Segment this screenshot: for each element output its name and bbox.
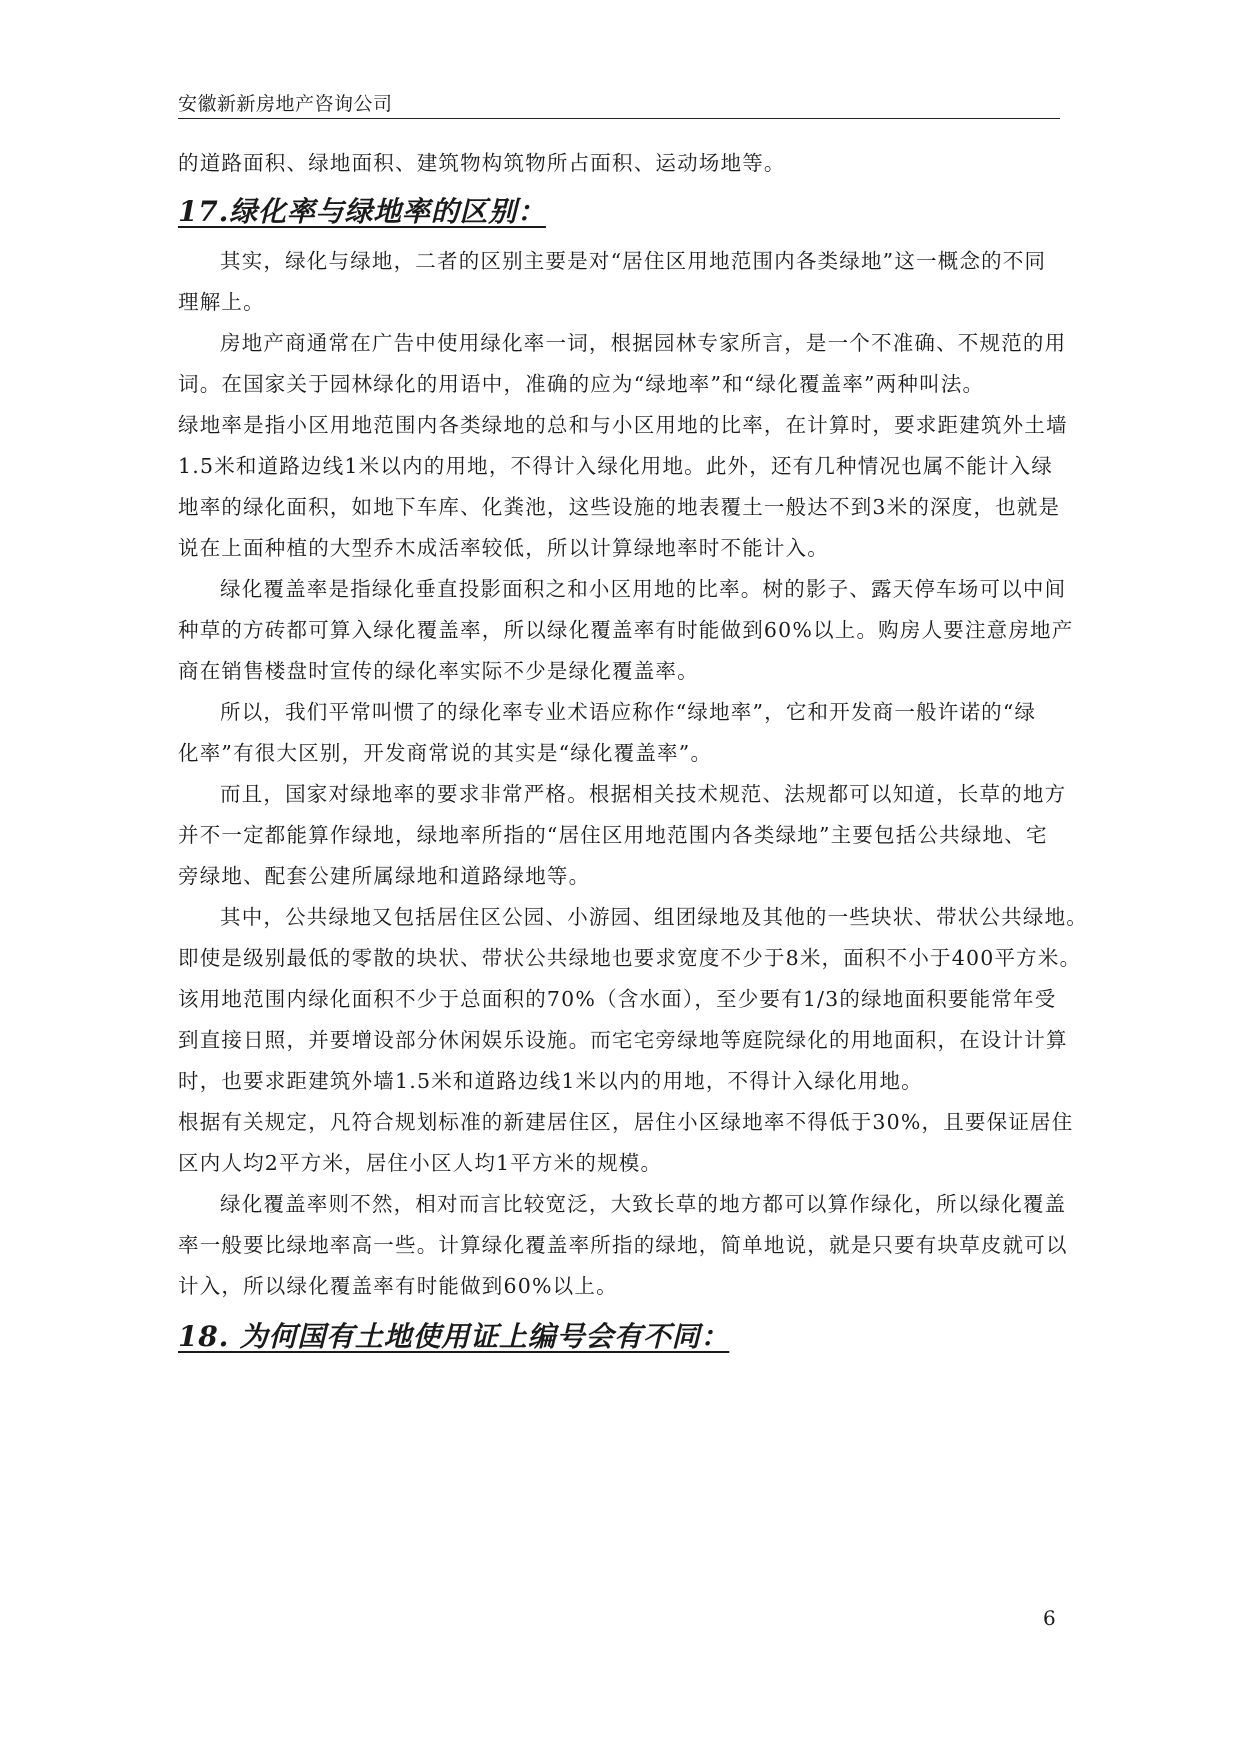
text-line: 根据有关规定，凡符合规划标准的新建居住区，居住小区绿地率不得低于30%，且要保证居住 bbox=[178, 1110, 1074, 1134]
text-line: 词。在国家关于园林绿化的用语中，准确的应为“绿地率”和“绿化覆盖率”两种叫法。 bbox=[178, 372, 985, 396]
text-line: 该用地范围内绿化面积不少于总面积的70%（含水面），至少要有1/3的绿地面积要能常年受 bbox=[178, 987, 1057, 1011]
text-line: 绿化覆盖率是指绿化垂直投影面积之和小区用地的比率。树的影子、露天停车场可以中间 bbox=[220, 577, 1067, 601]
text-line: 其实，绿化与绿地，二者的区别主要是对“居住区用地范围内各类绿地”这一概念的不同 bbox=[220, 249, 1047, 273]
text-line: 旁绿地、配套公建所属绿地和道路绿地等。 bbox=[178, 864, 591, 888]
section-17-heading bbox=[178, 192, 1078, 232]
body-paragraph bbox=[178, 569, 1078, 692]
text-line: 而且，国家对绿地率的要求非常严格。根据相关技术规范、法规都可以知道，长草的地方 bbox=[220, 782, 1067, 806]
intro-paragraph bbox=[178, 143, 1078, 184]
text-line: 商在销售楼盘时宣传的绿化率实际不少是绿化覆盖率。 bbox=[178, 659, 699, 683]
text-line: 时，也要求距建筑外墙1.5米和道路边线1米以内的用地，不得计入绿化用地。 bbox=[178, 1069, 923, 1093]
text-line: 地率的绿化面积，如地下车库、化粪池，这些设施的地表覆土一般达不到3米的深度，也就是 bbox=[178, 495, 1061, 519]
header-company-name: 安徽新新房地产咨询公司 bbox=[178, 93, 393, 115]
text-line: 到直接日照，并要增设部分休闲娱乐设施。而宅宅旁绿地等庭院绿化的用地面积，在设计计算 bbox=[178, 1028, 1068, 1052]
body-paragraph bbox=[178, 897, 1088, 1102]
text-line: 并不一定都能算作绿地，绿地率所指的“居住区用地范围内各类绿地”主要包括公共绿地、宅 bbox=[178, 823, 1048, 847]
text-line: 化率”有很大区别，开发商常说的其实是“绿化覆盖率”。 bbox=[178, 741, 713, 765]
text-line: 所以，我们平常叫惯了的绿化率专业术语应称作“绿地率”，它和开发商一般许诺的“绿 bbox=[220, 700, 1037, 724]
page-header bbox=[178, 90, 1060, 119]
text-line: 种草的方砖都可算入绿化覆盖率，所以绿化覆盖率有时能做到60%以上。购房人要注意房地产 bbox=[178, 618, 1074, 642]
text-line: 其中，公共绿地又包括居住区公园、小游园、组团绿地及其他的一些块状、带状公共绿地。 bbox=[220, 905, 1088, 929]
page-number: 6 bbox=[1043, 1606, 1056, 1630]
text-line: 理解上。 bbox=[178, 290, 265, 314]
text-line: 说在上面种植的大型乔木成活率较低，所以计算绿地率时不能计入。 bbox=[178, 536, 829, 560]
text-line: 率一般要比绿地率高一些。计算绿化覆盖率所指的绿地，简单地说，就是只要有块草皮就可以 bbox=[178, 1233, 1068, 1257]
body-paragraph bbox=[178, 1102, 1078, 1184]
section-18-heading bbox=[178, 1317, 1078, 1357]
body-paragraph bbox=[178, 405, 1078, 569]
text-line: 的道路面积、绿地面积、建筑物构筑物所占面积、运动场地等。 bbox=[178, 151, 786, 175]
body-paragraph bbox=[178, 241, 1078, 323]
body-paragraph bbox=[178, 692, 1078, 774]
body-paragraph bbox=[178, 323, 1078, 405]
section-17-heading-text: 17.绿化率与绿地率的区别： bbox=[178, 195, 546, 228]
body-paragraph bbox=[178, 1184, 1078, 1307]
text-line: 绿地率是指小区用地范围内各类绿地的总和与小区用地的比率，在计算时，要求距建筑外土墙 bbox=[178, 413, 1068, 437]
text-line: 区内人均2平方米，居住小区人均1平方米的规模。 bbox=[178, 1151, 663, 1175]
text-line: 房地产商通常在广告中使用绿化率一词，根据园林专家所言，是一个不准确、不规范的用 bbox=[220, 331, 1067, 355]
text-line: 即使是级别最低的零散的块状、带状公共绿地也要求宽度不少于8米，面积不小于400平方米。 bbox=[178, 946, 1082, 970]
body-paragraph bbox=[178, 774, 1078, 897]
document-body bbox=[178, 143, 1088, 1357]
section-17-body bbox=[178, 241, 1088, 1307]
text-line: 绿化覆盖率则不然，相对而言比较宽泛，大致长草的地方都可以算作绿化，所以绿化覆盖 bbox=[220, 1192, 1067, 1216]
text-line: 计入，所以绿化覆盖率有时能做到60%以上。 bbox=[178, 1274, 618, 1298]
text-line: 1.5米和道路边线1米以内的用地，不得计入绿化用地。此外，还有几种情况也属不能计入绿 bbox=[178, 454, 1054, 478]
section-18-heading-text: 18. 为何国有土地使用证上编号会有不同： bbox=[178, 1320, 730, 1353]
